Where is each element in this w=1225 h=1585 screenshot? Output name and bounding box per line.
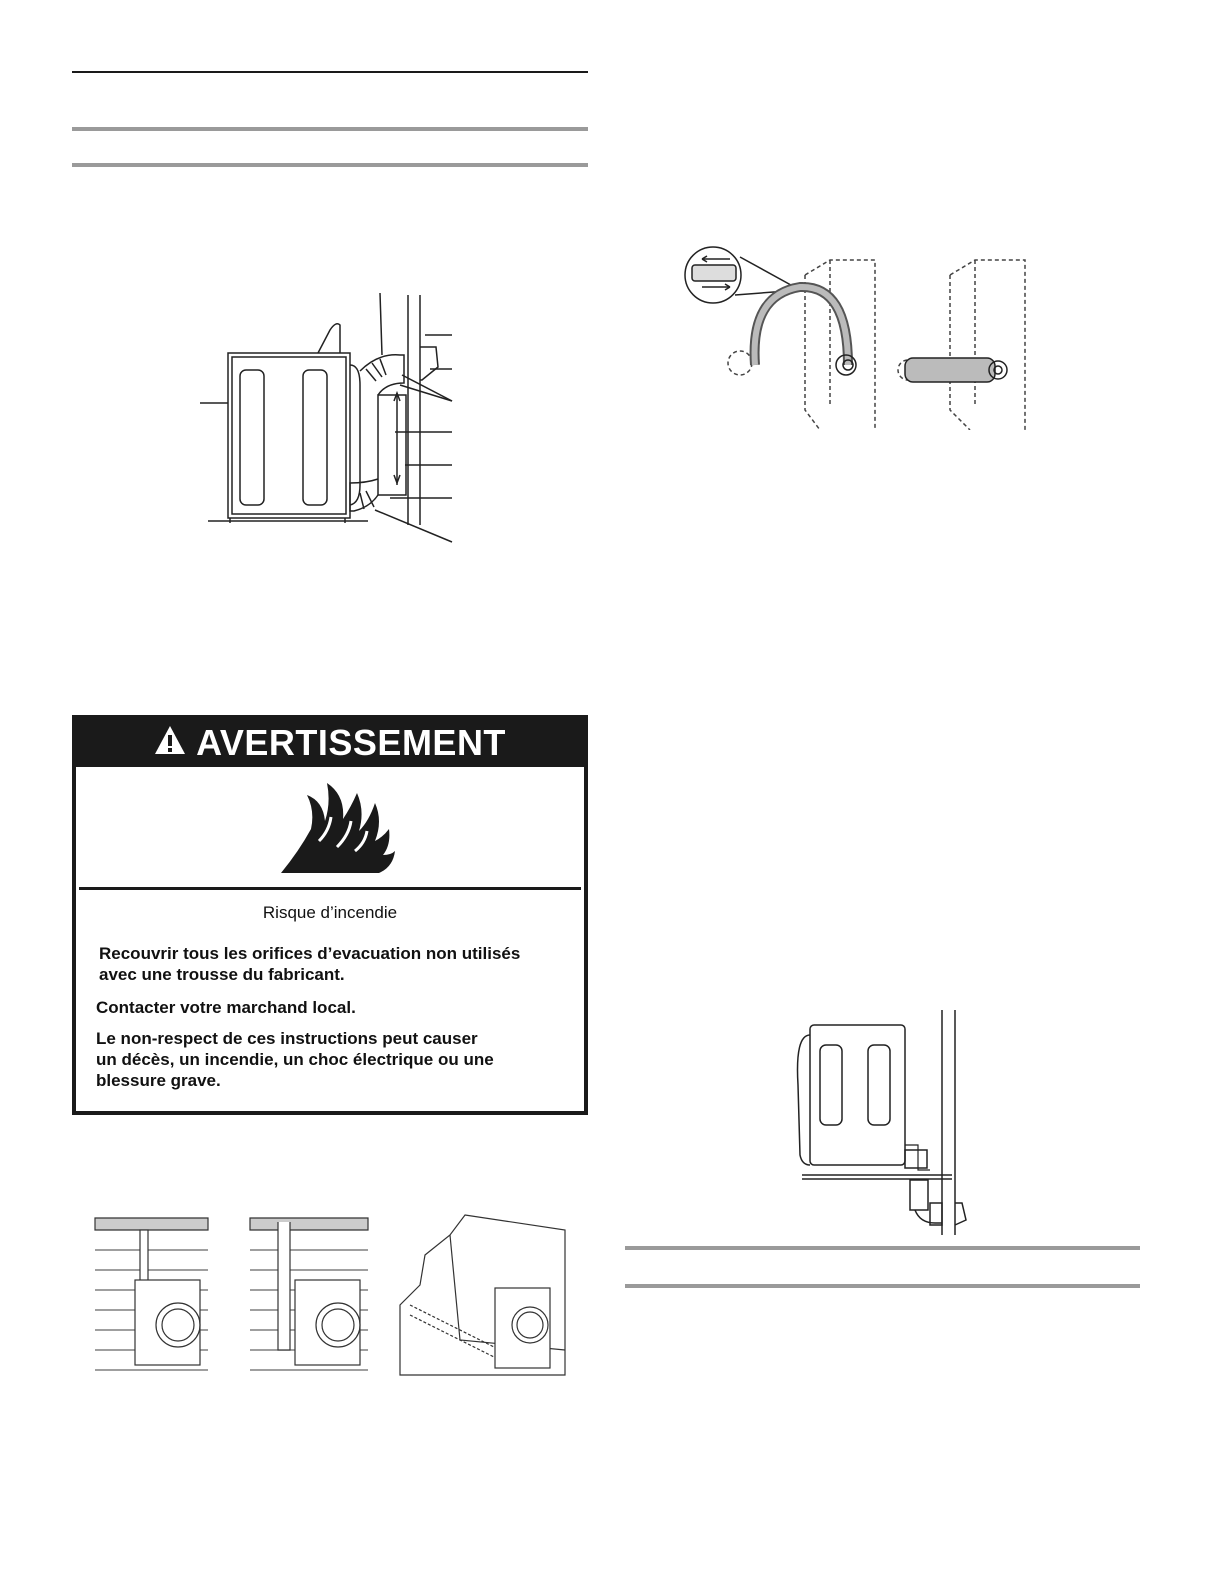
dryer-elevated-vent-diagram bbox=[790, 1005, 990, 1240]
warning-icon-panel bbox=[79, 767, 581, 890]
warning-line-1: Recouvrir tous les orifices d’evacuation non utilisés bbox=[99, 944, 521, 963]
section-rule-right-top bbox=[625, 1246, 1140, 1250]
fire-icon bbox=[279, 781, 399, 880]
warning-title: AVERTISSEMENT bbox=[196, 722, 506, 763]
section-rule-bottom bbox=[72, 163, 588, 167]
warning-triangle-icon bbox=[154, 722, 186, 764]
install-panel-2 bbox=[250, 1218, 368, 1370]
warning-line-6: blessure grave. bbox=[96, 1071, 221, 1090]
exhaust-installation-illustrations bbox=[90, 1210, 580, 1385]
warning-line-3: Contacter votre marchand local. bbox=[96, 998, 356, 1017]
warning-box bbox=[72, 715, 588, 1115]
warning-line-5: un décès, un incendie, un choc électrique ou une bbox=[96, 1050, 494, 1069]
section-rule-right-bottom bbox=[625, 1284, 1140, 1288]
warning-subtitle: Risque d’incendie bbox=[262, 903, 398, 922]
warning-header bbox=[76, 719, 584, 767]
flexible-duct-illustrations bbox=[680, 235, 1030, 430]
warning-line-2: avec une trousse du fabricant. bbox=[99, 965, 345, 984]
dryer-side-vent-diagram bbox=[190, 285, 460, 550]
top-rule bbox=[72, 71, 588, 73]
warning-line-4: Le non-respect de ces instructions peut causer bbox=[96, 1029, 478, 1048]
install-panel-1 bbox=[95, 1218, 208, 1370]
section-rule-top bbox=[72, 127, 588, 131]
install-panel-3 bbox=[400, 1215, 565, 1375]
